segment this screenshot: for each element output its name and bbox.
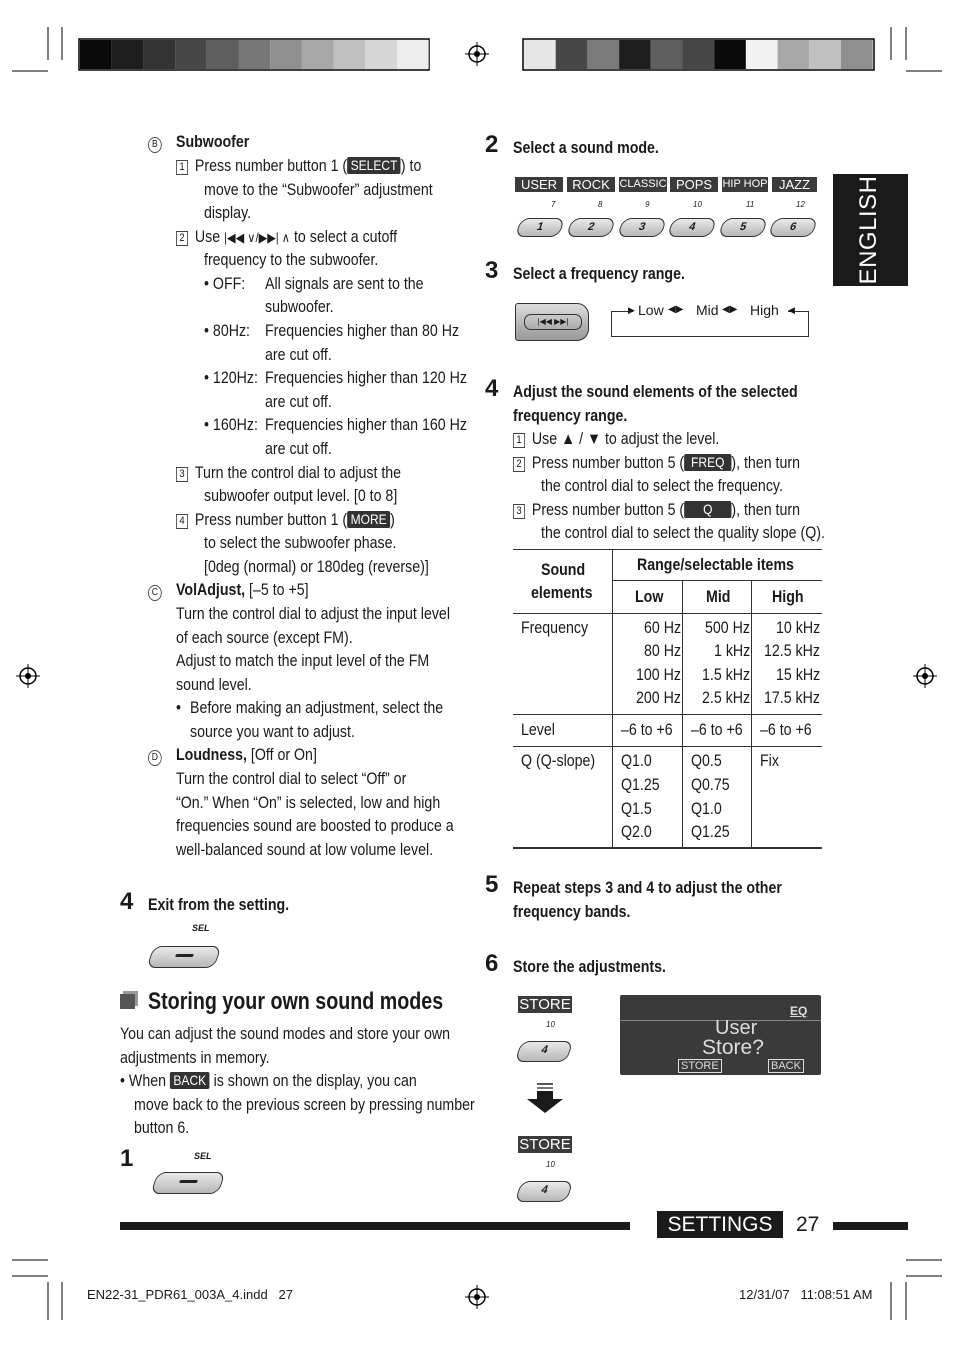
text: the control dial to select the frequency. [541, 477, 783, 495]
table-cell: Q1.5 [621, 800, 652, 818]
mode-num: 12 [796, 200, 805, 209]
table-cell: 17.5 kHz [764, 689, 821, 707]
text: Press number button 5 ( [531, 501, 685, 519]
swatch [556, 40, 588, 69]
table-cell: –6 to +6 [760, 721, 812, 739]
row-label-level: Level [521, 721, 555, 739]
slug-file: EN22-31_PDR61_003A_4.indd 27 [87, 1287, 293, 1302]
freq-low: Low [638, 302, 664, 318]
store-lcd: STORE [519, 1136, 571, 1153]
text: Press number button 1 ( [194, 157, 348, 175]
text: is shown on the display, you can [213, 1072, 417, 1090]
swatch [619, 40, 651, 69]
text: Press number button 1 ( [194, 511, 348, 529]
table-cell: Q0.5 [691, 752, 722, 770]
swatch [524, 40, 556, 69]
table-cell: 1.5 kHz [702, 666, 751, 684]
step-3-number: 3 [485, 257, 499, 284]
header-mid: Mid [706, 588, 731, 606]
table-cell: Q1.0 [691, 800, 722, 818]
opt-key: 80Hz: [212, 322, 250, 340]
arrow-both-icon: ◀▶ [668, 304, 684, 315]
table-cell: –6 to +6 [621, 721, 673, 739]
table-cell: 12.5 kHz [764, 642, 821, 660]
swatch [651, 40, 683, 69]
swatch [207, 40, 239, 69]
swatch [778, 40, 810, 69]
text: Turn the control dial to adjust the input level [176, 605, 450, 623]
table-cell: Q0.75 [691, 776, 730, 794]
text: subwoofer output level. [0 to 8] [204, 487, 398, 505]
table-cell: 1 kHz [714, 642, 751, 660]
arrow-left-icon: ◀ [788, 305, 795, 315]
freq-lcd: FREQ [684, 454, 731, 471]
table-cell: 2.5 kHz [702, 689, 751, 707]
step-box-1: 1 [176, 160, 188, 175]
header-range: Range/selectable items [637, 556, 794, 574]
step-1-number: 1 [120, 1145, 134, 1172]
opt-key: 160Hz: [212, 416, 258, 434]
text: You can adjust the sound modes and store your own [120, 1025, 451, 1043]
text: Press number button 5 ( [531, 454, 685, 472]
row-label-q: Q (Q-slope) [521, 752, 596, 770]
text: display. [204, 204, 252, 222]
display-store: Store? [702, 1036, 764, 1059]
step-box-1: 1 [513, 433, 525, 448]
table-cell: 500 Hz [705, 619, 750, 637]
marker-d: D [148, 750, 162, 766]
mode-classic: CLASSIC [619, 178, 667, 190]
marker-b: B [148, 137, 162, 153]
button-6[interactable]: 6 [768, 218, 818, 237]
text: ), then turn [731, 454, 800, 472]
swatch [397, 40, 429, 69]
opt-text: are cut off. [265, 440, 332, 458]
freq-high: High [750, 302, 779, 318]
text: to select a cutoff [293, 228, 398, 246]
color-calibration-bars [0, 0, 954, 80]
display-eq: EQ [790, 1004, 808, 1018]
text: ) to [400, 157, 422, 175]
step-box-3: 3 [176, 467, 188, 482]
step-5-number: 5 [485, 871, 499, 898]
step-box-2: 2 [176, 231, 188, 246]
back-lcd: BACK [170, 1072, 210, 1089]
swatch [587, 40, 619, 69]
swatch [270, 40, 302, 69]
store-num: 10 [546, 1020, 555, 1029]
slug-date: 12/31/07 11:08:51 AM [739, 1287, 873, 1302]
subwoofer-title: Subwoofer [176, 133, 250, 151]
text: “On.” When “On” is selected, low and high [176, 794, 441, 812]
text: Before making an adjustment, select the [190, 699, 444, 717]
swatch [175, 40, 207, 69]
text: sound level. [176, 676, 252, 694]
table-cell: Q1.25 [691, 823, 730, 841]
step-box-3: 3 [513, 504, 525, 519]
table-cell: –6 to +6 [691, 721, 743, 739]
text: move back to the previous screen by pressing number [134, 1096, 475, 1114]
registration-mark-top [465, 42, 489, 66]
down-arrow-icon [527, 1083, 563, 1115]
store-heading: Storing your own sound modes [148, 988, 444, 1015]
skip-back-down-icon: |◀◀ ∨/▶▶| ∧ [224, 230, 291, 245]
more-lcd: MORE [347, 511, 390, 528]
step-6-number: 6 [485, 950, 499, 977]
page-number: 27 [796, 1213, 820, 1236]
opt-text: are cut off. [265, 393, 332, 411]
button-5[interactable]: 5 [718, 218, 768, 237]
step-3-text: Select a frequency range. [513, 265, 685, 283]
swatch [239, 40, 271, 69]
table-cell: 10 kHz [776, 619, 821, 637]
text: the control dial to select the quality slope (Q). [541, 524, 825, 542]
step-box-4: 4 [176, 514, 188, 529]
opt-text: subwoofer. [265, 298, 334, 316]
header-low: Low [635, 588, 664, 606]
text: frequency bands. [513, 903, 631, 921]
table-cell: 80 Hz [644, 642, 682, 660]
text: well-balanced sound at low volume level. [176, 841, 434, 859]
text: Adjust to match the input level of the FM [176, 652, 430, 670]
mode-jazz: JAZZ [772, 177, 817, 192]
swatch [302, 40, 334, 69]
header-high: High [772, 588, 804, 606]
registration-mark-left [16, 664, 40, 688]
table-cell: Q2.0 [621, 823, 652, 841]
text: move to the “Subwoofer” adjustment [204, 181, 433, 199]
mode-num: 10 [693, 200, 702, 209]
text: frequency to the subwoofer. [204, 251, 379, 269]
text: adjustments in memory. [120, 1049, 270, 1067]
mode-rock: ROCK [567, 177, 615, 192]
text: source you want to adjust. [190, 723, 355, 741]
language-tab [833, 174, 908, 286]
opt-text: Frequencies higher than 80 Hz [265, 322, 460, 340]
select-lcd: SELECT [347, 157, 401, 174]
footer-rule-right [833, 1222, 908, 1230]
mode-num: 7 [551, 200, 556, 209]
footer-section: SETTINGS [657, 1211, 783, 1238]
frequency-cycle-diagram [611, 302, 809, 337]
skip-buttons-graphic[interactable] [515, 303, 589, 341]
opt-key: OFF: [212, 275, 246, 293]
text: [0deg (normal) or 180deg (reverse)] [204, 558, 429, 576]
text: Turn the control dial to select “Off” or [176, 770, 407, 788]
table-cell: Fix [760, 752, 779, 770]
swatch [80, 40, 112, 69]
language-tab-label: ENGLISH [855, 175, 882, 285]
swatch [809, 40, 841, 69]
text: Adjust the sound elements of the selected [513, 383, 798, 401]
store-lcd: STORE [519, 996, 571, 1013]
table-cell: 100 Hz [636, 666, 681, 684]
button-4[interactable]: 4 [667, 218, 717, 237]
header-elements: elements [531, 584, 593, 602]
display-store-button: STORE [678, 1059, 722, 1073]
sel-button[interactable] [146, 946, 221, 968]
opt-key: 120Hz: [212, 369, 258, 387]
store-num: 10 [546, 1160, 555, 1169]
swatch [714, 40, 746, 69]
step-2-text: Select a sound mode. [513, 139, 659, 157]
freq-mid: Mid [696, 302, 719, 318]
swatch [112, 40, 144, 69]
mode-num: 8 [598, 200, 603, 209]
table-cell: 200 Hz [636, 689, 681, 707]
step-4-number: 4 [485, 375, 499, 402]
display-user: User [715, 1017, 758, 1039]
marker-c: C [148, 585, 162, 601]
lcd-display [620, 995, 821, 1075]
text: [Off or On] [250, 746, 317, 764]
table-cell: 15 kHz [776, 666, 821, 684]
mode-num: 11 [746, 200, 755, 209]
sel-label: SEL [192, 923, 210, 933]
button-4[interactable]: 4 [515, 1041, 574, 1062]
button-2[interactable]: 2 [566, 218, 616, 237]
table-cell: Q1.0 [621, 752, 652, 770]
text: Repeat steps 3 and 4 to adjust the other [513, 879, 782, 897]
swatch [365, 40, 397, 69]
text: frequency range. [513, 407, 628, 425]
row-label-frequency: Frequency [521, 619, 589, 637]
section-square-icon [120, 994, 135, 1009]
button-4[interactable]: 4 [515, 1181, 574, 1202]
table-cell: 60 Hz [644, 619, 682, 637]
text: [–5 to +5] [249, 581, 309, 599]
text: of each source (except FM). [176, 629, 353, 647]
text: button 6. [134, 1119, 190, 1137]
step-box-2: 2 [513, 457, 525, 472]
mode-pops: POPS [670, 177, 718, 192]
arrow-right-icon: ▶ [628, 305, 635, 315]
step-6-text: Store the adjustments. [513, 958, 666, 976]
text: ) [390, 511, 395, 529]
swatch [746, 40, 778, 69]
table-cell: Q1.25 [621, 776, 660, 794]
skip-icon: |◀◀ ▶▶| [524, 314, 582, 330]
button-3[interactable]: 3 [617, 218, 667, 237]
text: Turn the control dial to adjust the [194, 464, 402, 482]
voladjust-title: VolAdjust, [176, 581, 246, 599]
swatch [334, 40, 366, 69]
text: When [128, 1072, 166, 1090]
q-lcd: Q [684, 501, 731, 518]
footer-rule-left [120, 1222, 630, 1230]
swatch [683, 40, 715, 69]
text: Use ▲ / ▼ to adjust the level. [531, 430, 720, 448]
opt-text: are cut off. [265, 346, 332, 364]
text: frequencies sound are boosted to produce a [176, 817, 454, 835]
step-4-number: 4 [120, 888, 134, 915]
opt-text: All signals are sent to the [265, 275, 424, 293]
text: to select the subwoofer phase. [204, 534, 397, 552]
text: Use [194, 228, 221, 246]
arrow-both-icon: ◀▶ [722, 304, 738, 315]
text: ), then turn [731, 501, 800, 519]
registration-mark-right [913, 664, 937, 688]
button-1[interactable]: 1 [515, 218, 565, 237]
step-4-text: Exit from the setting. [148, 896, 290, 914]
mode-hiphop: HIP HOP [722, 178, 768, 190]
header-sound: Sound [541, 561, 586, 579]
mode-user: USER [515, 177, 563, 192]
sel-label: SEL [194, 1151, 212, 1161]
opt-text: Frequencies higher than 120 Hz [265, 369, 467, 387]
display-back-button: BACK [768, 1059, 804, 1073]
loudness-title: Loudness, [176, 746, 247, 764]
sel-button[interactable] [150, 1172, 225, 1194]
mode-num: 9 [645, 200, 650, 209]
swatch [143, 40, 175, 69]
swatch [841, 40, 873, 69]
step-2-number: 2 [485, 131, 499, 158]
opt-text: Frequencies higher than 160 Hz [265, 416, 467, 434]
